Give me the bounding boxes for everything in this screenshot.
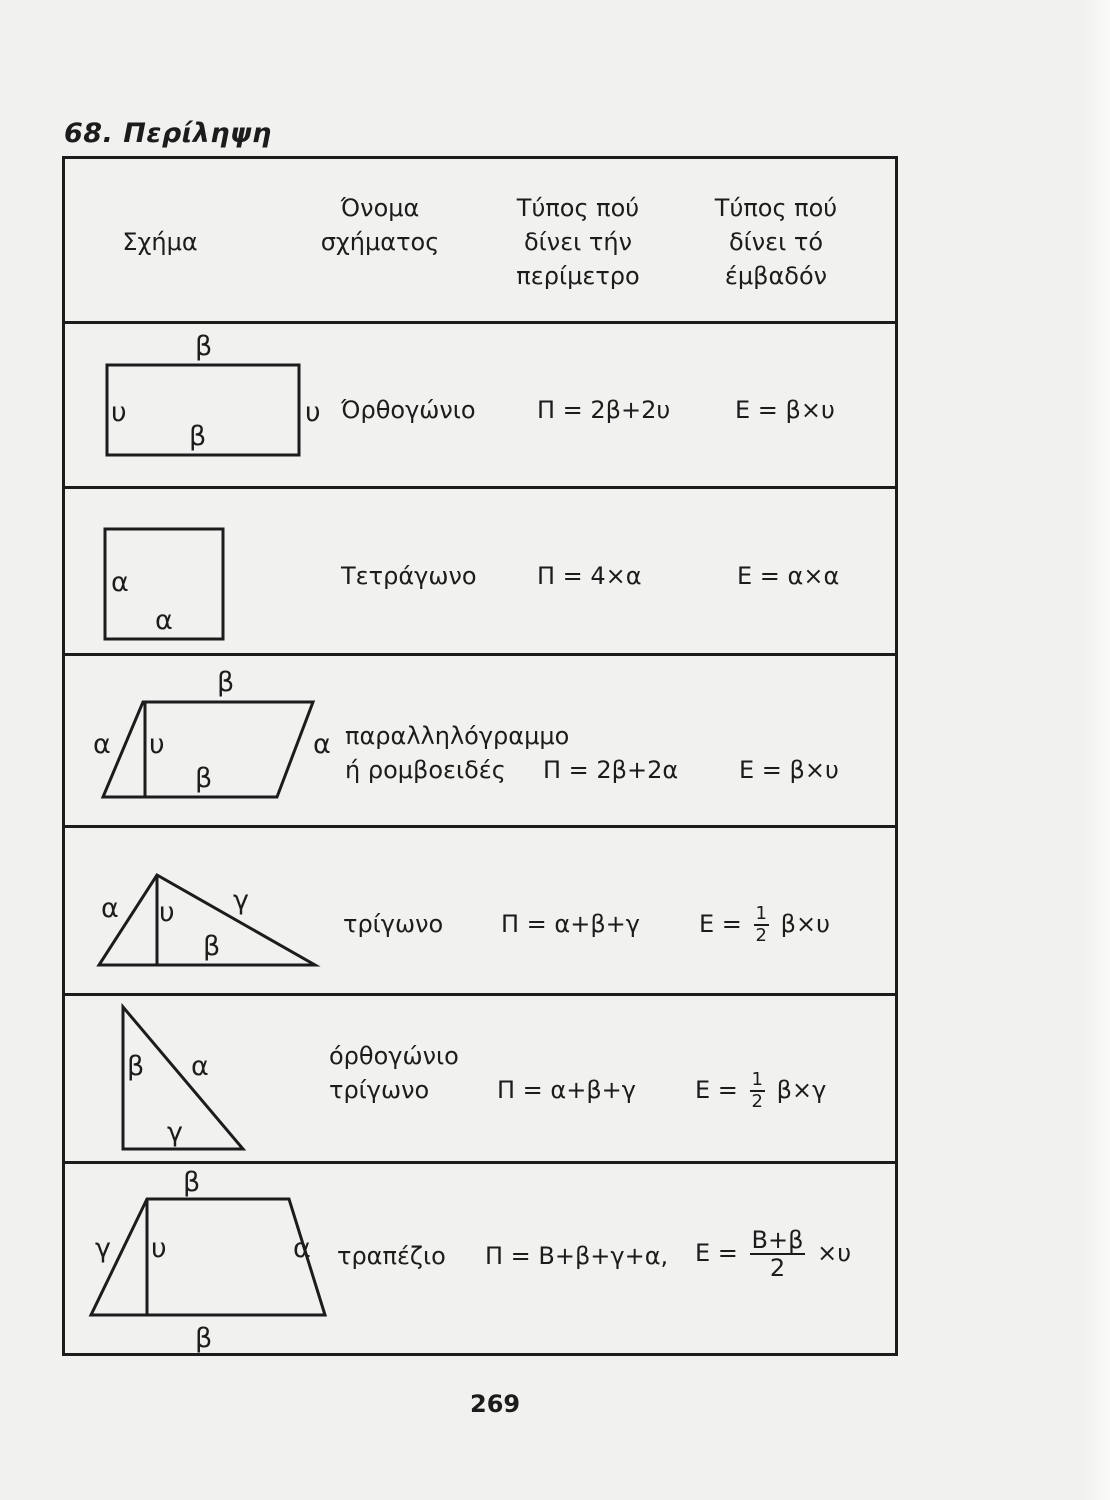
square-label-left: α [111,567,129,598]
header-area-line1: Τύπος πού [714,194,838,222]
right-triangle-perimeter: Π = α+β+γ [497,1076,636,1104]
section-title: 68. Περίληψη [64,118,272,149]
rectangle-label-left: υ [111,397,127,428]
triangle-label-height: υ [159,897,175,928]
fraction-denominator: 2 [751,1091,763,1112]
right-triangle-label-bottom: γ [167,1117,183,1148]
parallelogram-label-left: α [93,729,111,760]
right-triangle-area-suffix: β×γ [776,1076,827,1104]
trapezoid-label-right: α [293,1233,311,1264]
shape-drawings [65,159,895,1353]
rectangle-label-right: υ [305,397,321,428]
rectangle-perimeter: Π = 2β+2υ [537,396,671,424]
trapezoid-shape [91,1199,325,1315]
fraction-denominator: 2 [755,925,767,946]
triangle-label-right: γ [233,885,249,916]
right-triangle-area-prefix: Ε = [695,1076,738,1104]
fraction-numerator: Β+β [751,1226,804,1254]
right-triangle-name-line1: όρθογώνιο [329,1042,459,1070]
header-area-line2: δίνει τό [728,228,824,256]
rectangle-label-bottom: β [189,421,207,452]
square-label-bottom: α [155,605,173,636]
trapezoid-perimeter: Π = Β+β+γ+α, [485,1242,669,1270]
page-edge [1082,0,1110,1500]
parallelogram-perimeter: Π = 2β+2α [543,756,679,784]
parallelogram-label-top: β [217,667,235,698]
parallelogram-area: Ε = β×υ [739,756,839,784]
right-triangle-label-hypotenuse: α [191,1051,209,1082]
triangle-name: τρίγωνο [343,910,444,938]
square-name: Τετράγωνο [341,562,477,590]
rectangle-name: Όρθογώνιο [341,396,476,424]
page-number: 269 [470,1390,521,1418]
trapezoid-label-height: υ [151,1233,167,1264]
parallelogram-label-right: α [313,729,331,760]
right-triangle-label-left: β [127,1051,145,1082]
triangle-area-prefix: Ε = [699,910,742,938]
header-name-line2: σχήματος [320,228,440,256]
fraction-numerator: 1 [751,1069,763,1090]
header-area-line3: έμβαδόν [724,262,828,290]
right-triangle-name-line2: τρίγωνο [329,1076,430,1104]
triangle-area-suffix: β×υ [780,910,830,938]
parallelogram-label-height: υ [149,729,165,760]
header-shape: Σχήμα [122,228,198,256]
fraction-denominator: 2 [769,1254,786,1282]
trapezoid-label-top: β [183,1167,201,1198]
trapezoid-area-prefix: Ε = [695,1239,738,1267]
square-area: Ε = α×α [737,562,840,590]
triangle-label-left: α [101,893,119,924]
triangle-label-bottom: β [203,931,221,962]
parallelogram-label-bottom: β [195,763,213,794]
trapezoid-label-left: γ [95,1233,111,1264]
header-perimeter-line1: Τύπος πού [516,194,640,222]
trapezoid-name: τραπέζιο [337,1242,446,1270]
parallelogram-name-line2: ή ρομβοειδές [345,756,506,784]
header-name-line1: Όνομα [340,194,420,222]
header-perimeter-line2: δίνει τήν [524,228,632,256]
square-perimeter: Π = 4×α [537,562,642,590]
header-perimeter-line3: περίμετρο [516,262,640,290]
summary-table [62,156,898,1356]
fraction-numerator: 1 [755,903,767,924]
parallelogram-name-line1: παραλληλόγραμμο [345,722,570,750]
rectangle-label-top: β [195,331,213,362]
rectangle-area: Ε = β×υ [735,396,835,424]
trapezoid-area-suffix: ×υ [817,1239,852,1267]
triangle-perimeter: Π = α+β+γ [501,910,640,938]
trapezoid-label-bottom: β [195,1323,213,1353]
